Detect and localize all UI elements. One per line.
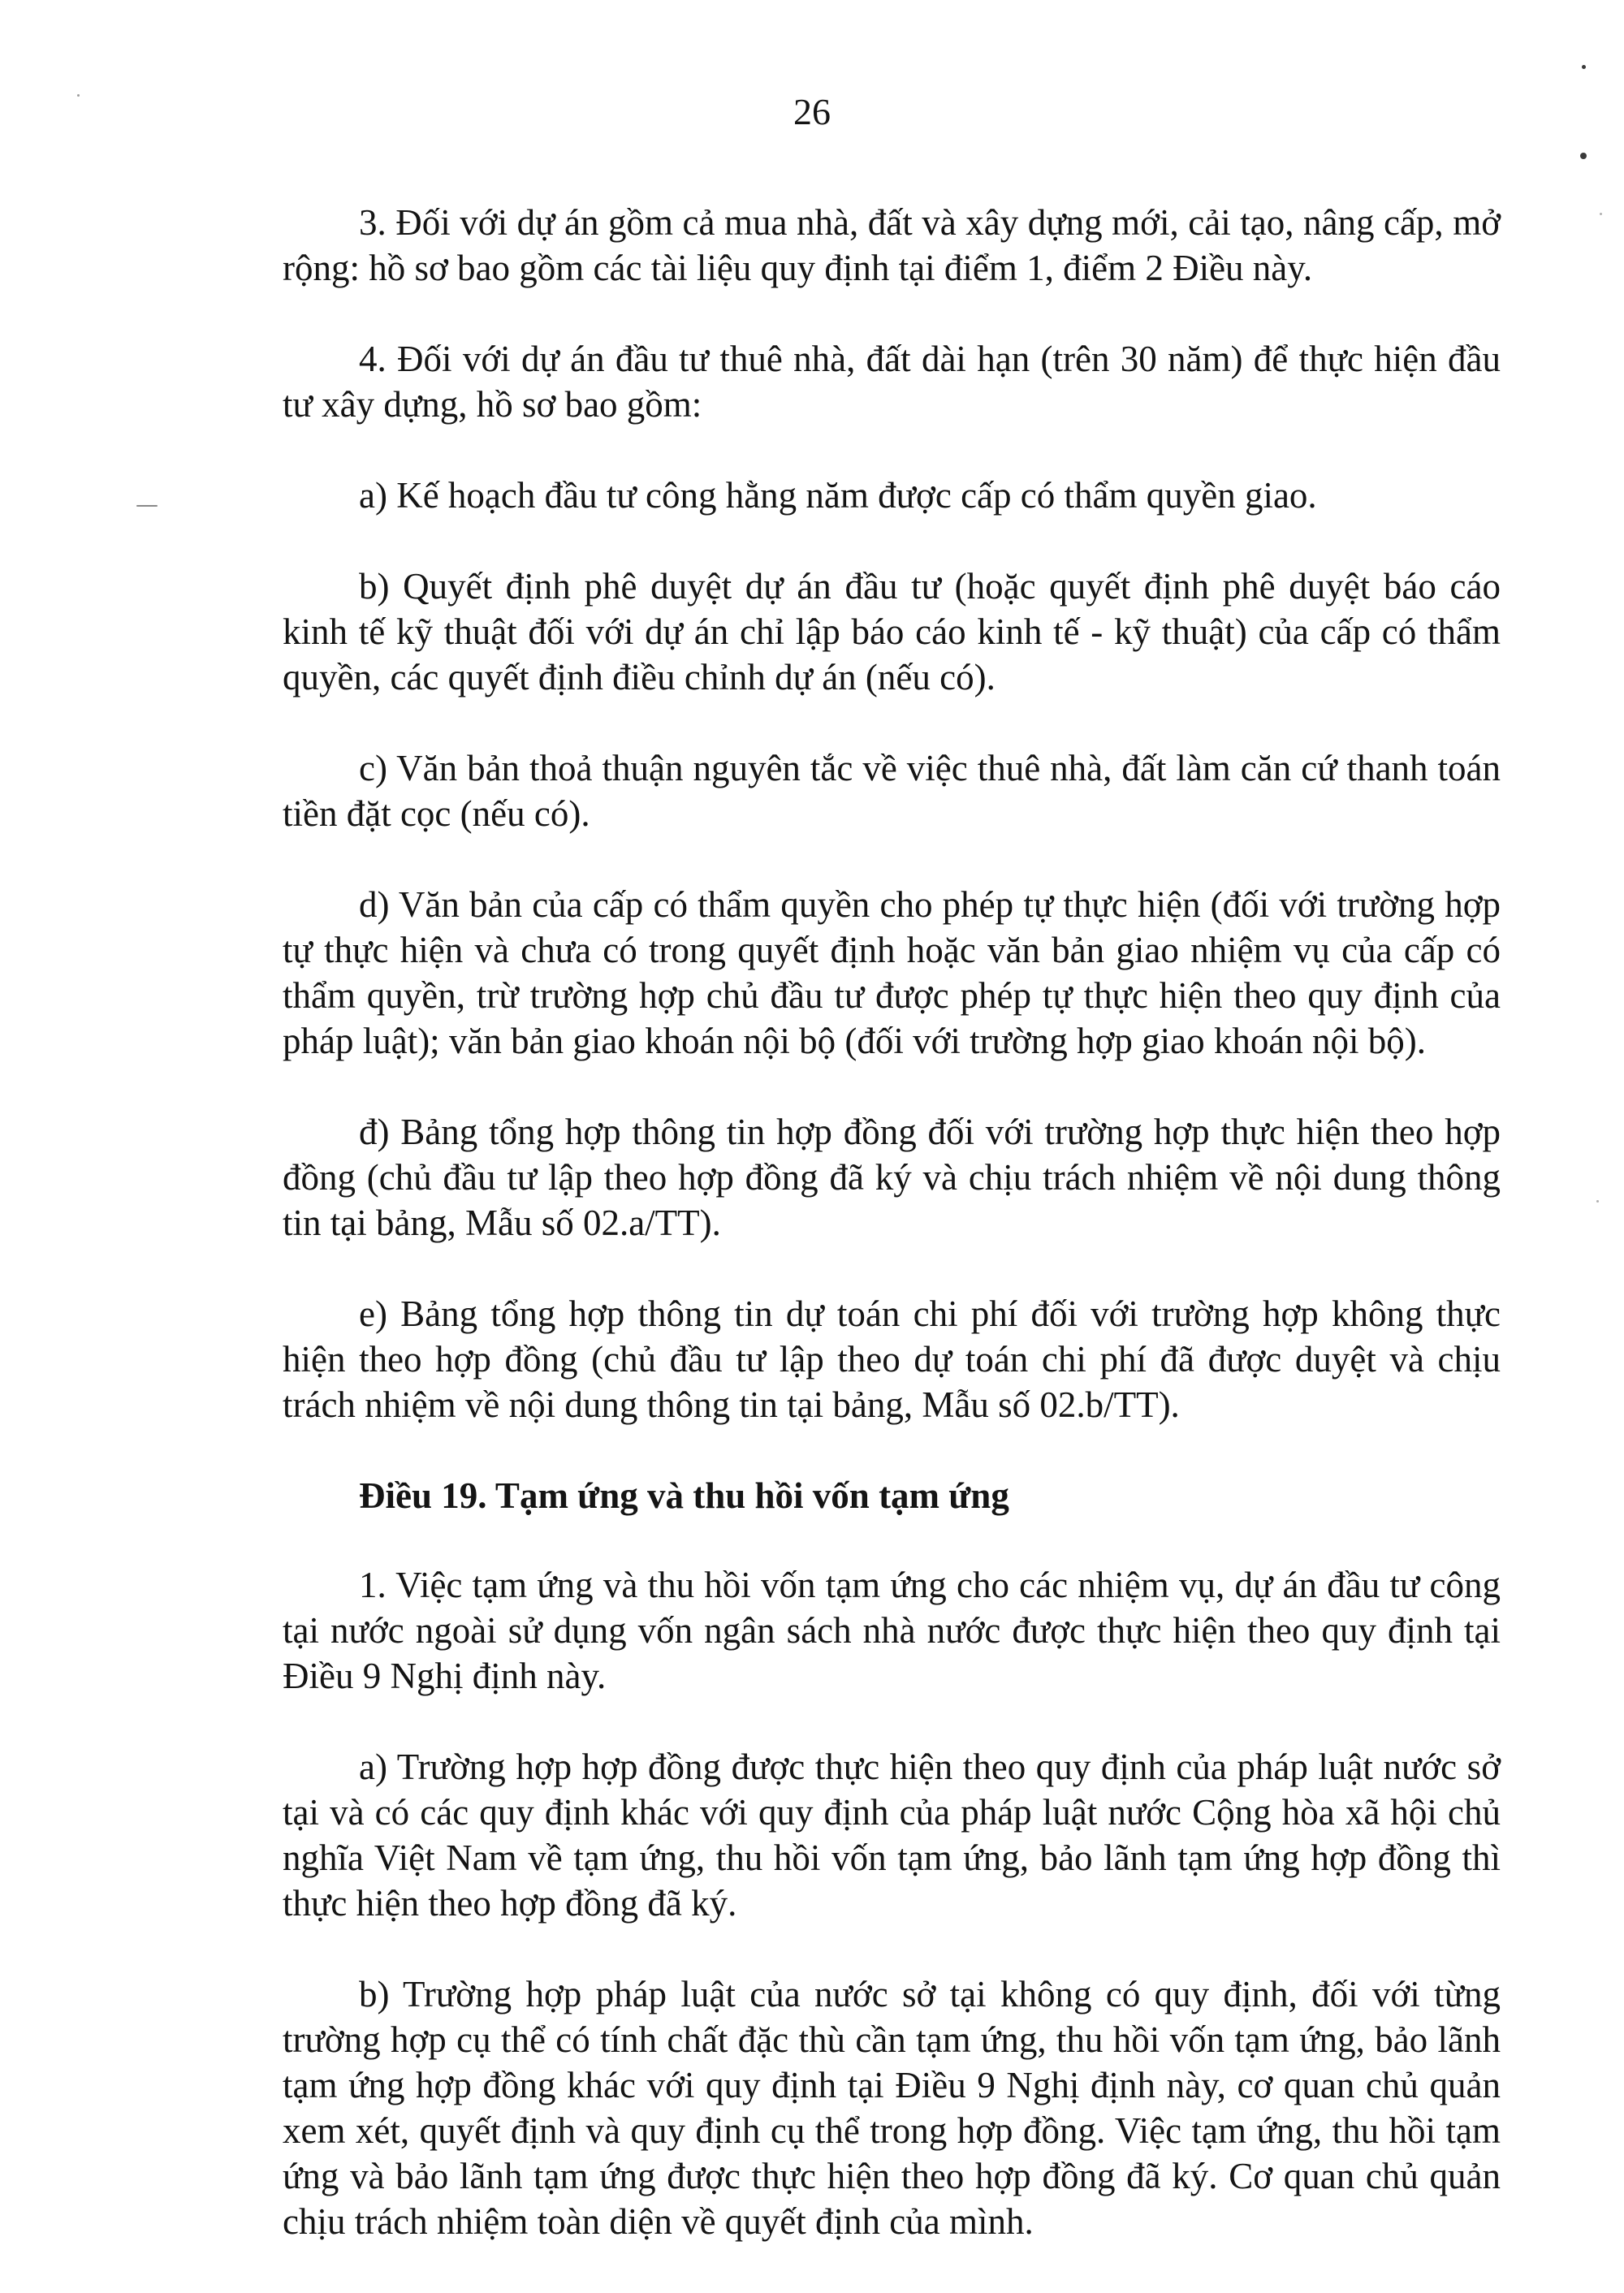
article-19-paragraph-1: 1. Việc tạm ứng và thu hồi vốn tạm ứng cho các nhiệm vụ, dự án đầu tư công tại nước ngoài sử dụng vốn ngân sách nhà nước được thực hiện theo quy định tại Điều 9 Nghị định này. bbox=[283, 1565, 1501, 1696]
scan-speck bbox=[1596, 1200, 1599, 1203]
page-number: 26 bbox=[793, 91, 831, 132]
scan-speck bbox=[136, 505, 158, 507]
paragraph-3: 3. Đối với dự án gồm cả mua nhà, đất và xây dựng mới, cải tạo, nâng cấp, mở rộng: hồ sơ bao gồm các tài liệu quy định tại điểm 1, điểm 2 Điều này. bbox=[283, 202, 1501, 288]
scan-speck bbox=[1580, 153, 1587, 159]
paragraph-4e: e) Bảng tổng hợp thông tin dự toán chi phí đối với trường hợp không thực hiện theo hợp đồng (chủ đầu tư lập theo dự toán chi phí đã được duyệt và chịu trách nhiệm về nội dung thông tin tại bảng, Mẫu số 02.b/TT). bbox=[283, 1293, 1501, 1425]
paragraph-4c: c) Văn bản thoả thuận nguyên tắc về việc thuê nhà, đất làm căn cứ thanh toán tiền đặt cọc (nếu có). bbox=[283, 748, 1501, 834]
paragraph-4d: d) Văn bản của cấp có thẩm quyền cho phép tự thực hiện (đối với trường hợp tự thực hiện và chưa có trong quyết định hoặc văn bản giao nhiệm vụ của cấp có thẩm quyền, trừ trường hợp chủ đầu tư được phép tự thực hiện theo quy định của pháp luật); văn bản giao khoán nội bộ (đối với trường hợp giao khoán nội bộ). bbox=[283, 884, 1501, 1061]
scan-speck bbox=[1582, 65, 1586, 69]
paragraph-4b: b) Quyết định phê duyệt dự án đầu tư (hoặc quyết định phê duyệt báo cáo kinh tế kỹ thuật đối với dự án chỉ lập báo cáo kinh tế - kỹ thuật) của cấp có thẩm quyền, các quyết định điều chỉnh dự án (nếu có). bbox=[283, 566, 1501, 697]
article-19-heading: Điều 19. Tạm ứng và thu hồi vốn tạm ứng bbox=[359, 1475, 1009, 1516]
scan-speck bbox=[77, 94, 80, 97]
paragraph-4dd: đ) Bảng tổng hợp thông tin hợp đồng đối với trường hợp thực hiện theo hợp đồng (chủ đầu tư lập theo hợp đồng đã ký và chịu trách nhiệm về nội dung thông tin tại bảng, Mẫu số 02.a/TT). bbox=[283, 1112, 1501, 1243]
article-19-paragraph-1b: b) Trường hợp pháp luật của nước sở tại không có quy định, đối với từng trường hợp cụ thể có tính chất đặc thù cần tạm ứng, thu hồi vốn tạm ứng, bảo lãnh tạm ứng hợp đồng khác với quy định tại Điều 9 Nghị định này, cơ quan chủ quản xem xét, quyết định và quy định cụ thể trong hợp đồng. Việc tạm ứng, thu hồi tạm ứng và bảo lãnh tạm ứng được thực hiện theo hợp đồng đã ký. Cơ quan chủ quản chịu trách nhiệm toàn diện về quyết định của mình. bbox=[283, 1974, 1501, 2242]
scan-speck bbox=[1600, 213, 1602, 215]
paragraph-4: 4. Đối với dự án đầu tư thuê nhà, đất dài hạn (trên 30 năm) để thực hiện đầu tư xây dựng, hồ sơ bao gồm: bbox=[283, 339, 1501, 425]
paragraph-4a: a) Kế hoạch đầu tư công hằng năm được cấp có thẩm quyền giao. bbox=[359, 475, 1317, 516]
article-19-paragraph-1a: a) Trường hợp hợp đồng được thực hiện theo quy định của pháp luật nước sở tại và có các quy định khác với quy định của pháp luật nước Cộng hòa xã hội chủ nghĩa Việt Nam về tạm ứng, thu hồi vốn tạm ứng, bảo lãnh tạm ứng hợp đồng thì thực hiện theo hợp đồng đã ký. bbox=[283, 1747, 1501, 1924]
document-body bbox=[283, 200, 1501, 2290]
